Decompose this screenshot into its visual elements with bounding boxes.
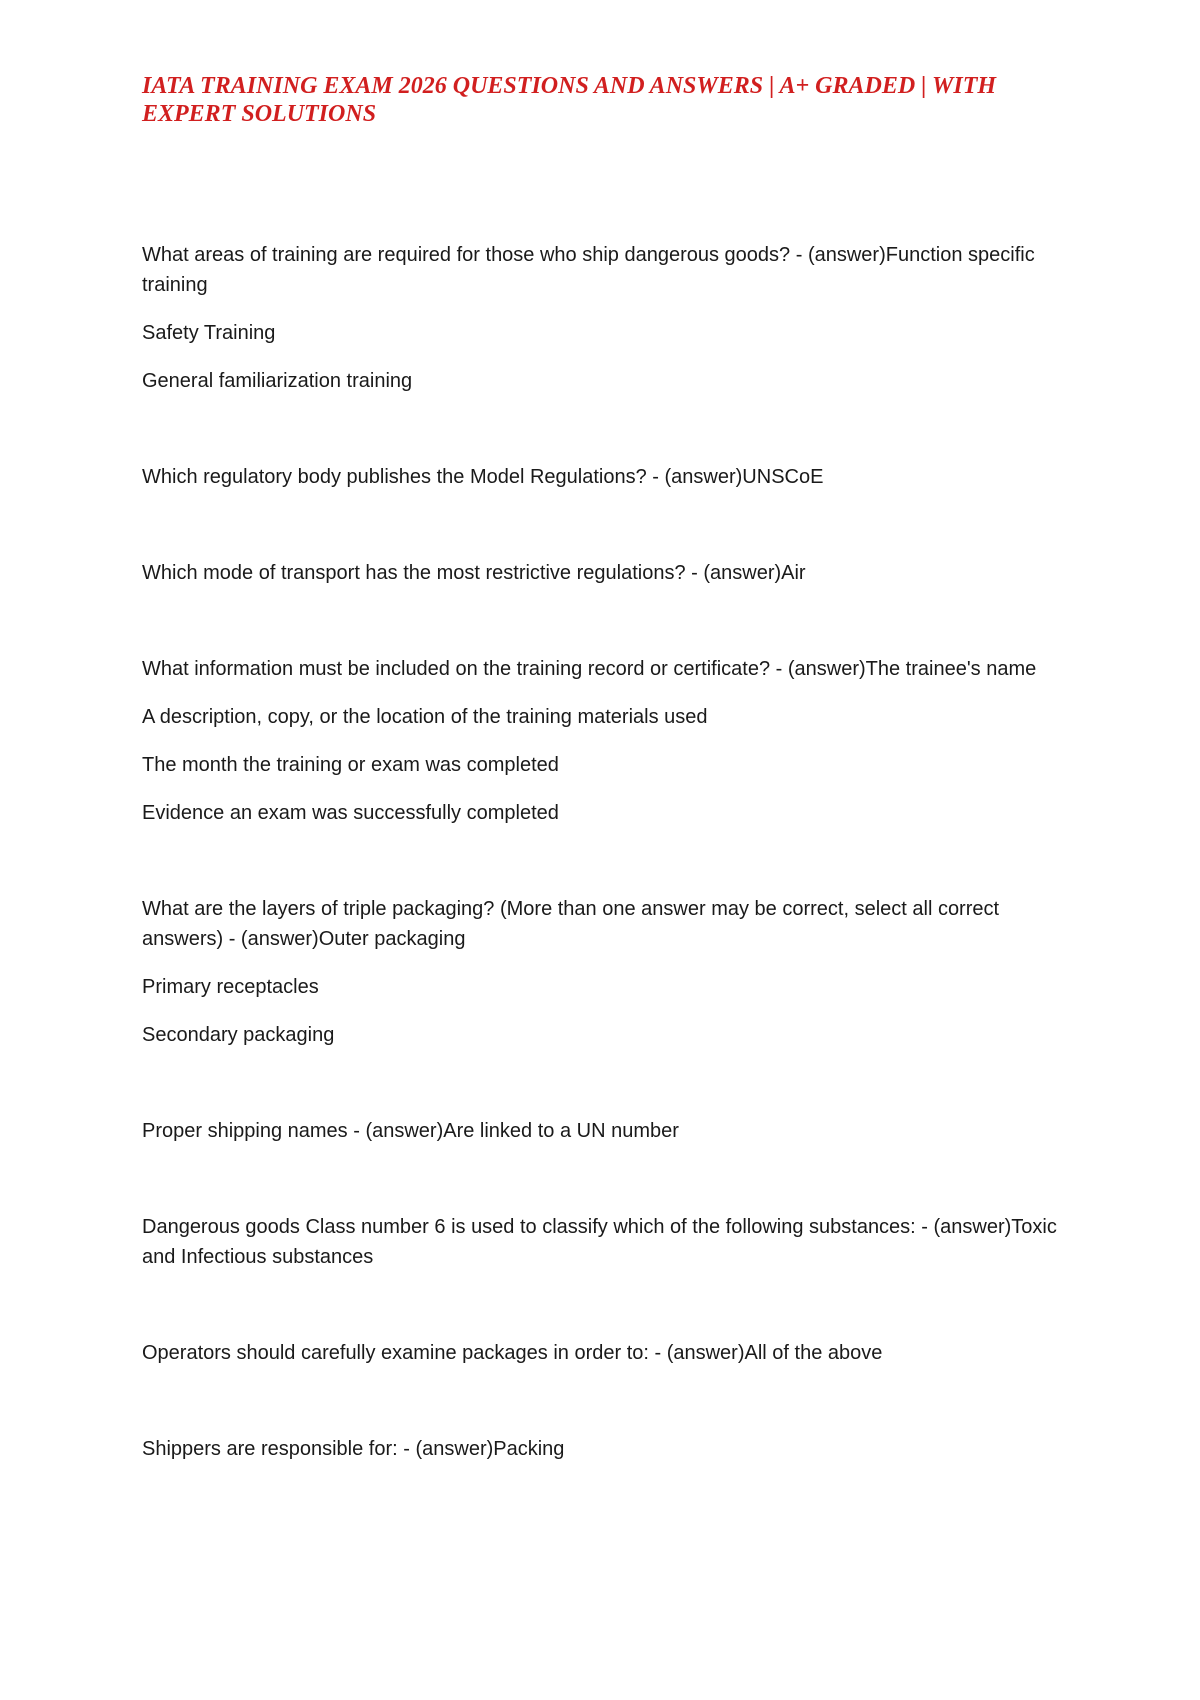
qa-item <box>142 558 1072 588</box>
qa-item <box>142 894 1072 1050</box>
qa-item <box>142 462 1072 492</box>
answer-line: The month the training or exam was completed <box>142 754 559 776</box>
answer-line: A description, copy, or the location of the training materials used <box>142 706 708 728</box>
answer-line: Primary receptacles <box>142 976 319 998</box>
question-line: Shippers are responsible for: - (answer)Packing <box>142 1438 565 1460</box>
question-line: Which mode of transport has the most restrictive regulations? - (answer)Air <box>142 562 806 584</box>
qa-item <box>142 1338 1072 1368</box>
question-line: What are the layers of triple packaging? (More than one answer may be correct, select all correct answers) - (answer)Outer packaging <box>142 898 1000 950</box>
qa-item <box>142 1434 1072 1464</box>
answer-line: Safety Training <box>142 322 276 344</box>
qa-item <box>142 240 1072 396</box>
answer-line: General familiarization training <box>142 370 413 392</box>
question-line: Which regulatory body publishes the Model Regulations? - (answer)UNSCoE <box>142 466 824 488</box>
question-line: Proper shipping names - (answer)Are linked to a UN number <box>142 1120 679 1142</box>
qa-item <box>142 1116 1072 1146</box>
qa-list <box>142 240 1072 1464</box>
question-line: What areas of training are required for those who ship dangerous goods? - (answer)Function specific training <box>142 244 1035 296</box>
question-line: Operators should carefully examine packages in order to: - (answer)All of the above <box>142 1342 883 1364</box>
question-line: Dangerous goods Class number 6 is used to classify which of the following substances: - (answer)Toxic and Infectious substances <box>142 1216 1057 1268</box>
qa-item <box>142 654 1072 828</box>
document-title: IATA TRAINING EXAM 2026 QUESTIONS AND ANSWERS | A+ GRADED | WITH EXPERT SOLUTIONS <box>142 73 997 127</box>
question-line: What information must be included on the training record or certificate? - (answer)The trainee's name <box>142 658 1037 680</box>
answer-line: Evidence an exam was successfully completed <box>142 802 559 824</box>
answer-line: Secondary packaging <box>142 1024 335 1046</box>
qa-item <box>142 1212 1072 1272</box>
